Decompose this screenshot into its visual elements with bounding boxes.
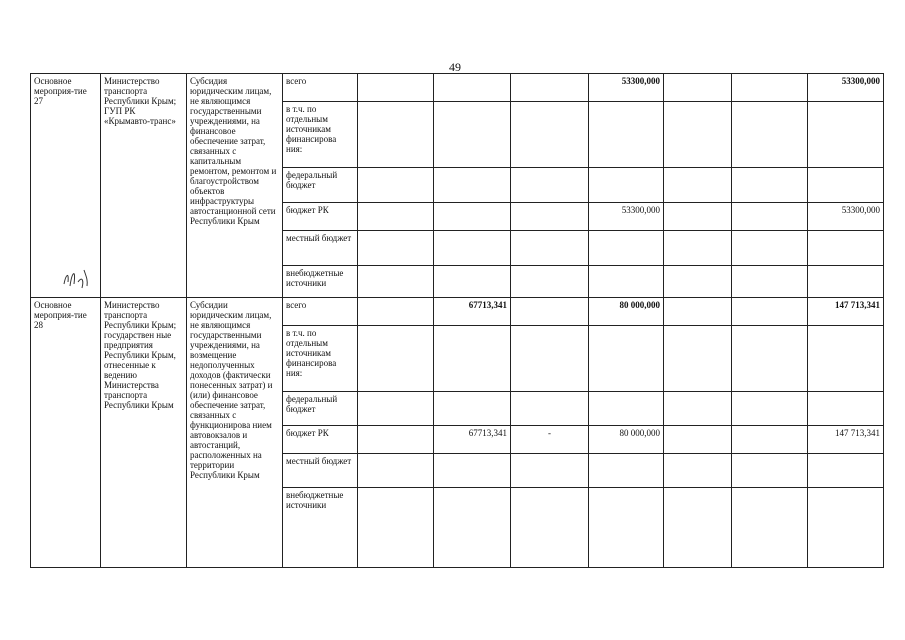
value-cell: [589, 168, 664, 203]
value-cell: [511, 326, 589, 392]
value-cell: [589, 231, 664, 266]
value-cell: [511, 168, 589, 203]
value-cell: [358, 266, 434, 298]
source-label: внебюджетные источники: [283, 266, 358, 298]
value-cell: [434, 203, 511, 231]
value-cell: 53300,000: [589, 203, 664, 231]
event-cell: Основное мероприя-тие 27: [31, 74, 101, 298]
source-label: всего: [283, 74, 358, 102]
value-cell: [589, 266, 664, 298]
value-cell: [511, 392, 589, 426]
value-cell: [358, 168, 434, 203]
value-cell: [664, 392, 732, 426]
financing-table: [30, 73, 884, 568]
value-cell: [664, 102, 732, 168]
value-cell: [511, 488, 589, 568]
value-cell: [434, 74, 511, 102]
value-cell: [664, 326, 732, 392]
value-cell: [664, 203, 732, 231]
source-label: федеральный бюджет: [283, 392, 358, 426]
value-cell: [664, 266, 732, 298]
value-cell: 80 000,000: [589, 426, 664, 454]
description-cell: Субсидия юридическим лицам, не являющимся государственными учреждениями, на финансовое обеспечение затрат, связанных с капитальным ремонтом, ремонтом и благоустройством объектов инфраструктуры автостанционной сети Республики Крым: [187, 74, 283, 298]
value-cell: [808, 454, 884, 488]
value-cell: [589, 392, 664, 426]
value-cell: [664, 454, 732, 488]
event-cell: Основное мероприя-тие 28: [31, 298, 101, 568]
source-label: бюджет РК: [283, 426, 358, 454]
value-cell: [589, 326, 664, 392]
value-cell: [358, 392, 434, 426]
value-cell: [664, 298, 732, 326]
value-cell: [732, 102, 808, 168]
value-cell: [511, 298, 589, 326]
value-cell: [589, 454, 664, 488]
value-cell: [434, 488, 511, 568]
value-cell: [434, 392, 511, 426]
value-cell: [808, 488, 884, 568]
value-cell: [589, 488, 664, 568]
value-cell: [732, 392, 808, 426]
value-cell: 67713,341: [434, 298, 511, 326]
value-cell: [358, 326, 434, 392]
value-cell: [434, 266, 511, 298]
source-label: в т.ч. по отдельным источникам финансирова ния:: [283, 326, 358, 392]
value-cell: [358, 488, 434, 568]
value-cell: [808, 266, 884, 298]
value-cell: [358, 426, 434, 454]
value-cell: 67713,341: [434, 426, 511, 454]
value-cell: [511, 74, 589, 102]
handwritten-mark-icon: [60, 262, 92, 290]
value-cell: [732, 298, 808, 326]
value-cell: [511, 203, 589, 231]
value-cell: [434, 168, 511, 203]
value-cell: [732, 231, 808, 266]
value-cell: 53300,000: [808, 74, 884, 102]
value-cell: 147 713,341: [808, 298, 884, 326]
value-cell: [511, 266, 589, 298]
value-cell: [664, 231, 732, 266]
table-row: [31, 298, 884, 326]
source-label: местный бюджет: [283, 454, 358, 488]
value-cell: [434, 454, 511, 488]
value-cell: 147 713,341: [808, 426, 884, 454]
value-cell: [732, 488, 808, 568]
value-cell: [664, 488, 732, 568]
value-cell: [358, 74, 434, 102]
value-cell: [664, 426, 732, 454]
value-cell: [732, 203, 808, 231]
value-cell: [434, 102, 511, 168]
value-cell: [732, 454, 808, 488]
value-cell: [589, 102, 664, 168]
value-cell: [732, 426, 808, 454]
source-label: федеральный бюджет: [283, 168, 358, 203]
source-label: внебюджетные источники: [283, 488, 358, 568]
value-cell: [732, 266, 808, 298]
source-label: бюджет РК: [283, 203, 358, 231]
value-cell: [808, 326, 884, 392]
value-cell: [808, 102, 884, 168]
value-cell: [358, 231, 434, 266]
value-cell: [732, 168, 808, 203]
source-label: всего: [283, 298, 358, 326]
value-cell: [664, 168, 732, 203]
value-cell: [732, 74, 808, 102]
value-cell: [358, 203, 434, 231]
source-label: местный бюджет: [283, 231, 358, 266]
executor-cell: Министерство транспорта Республики Крым; государствен ные предприятия Республики Крым, отнесенные к ведению Министерства транспорта Республики Крым: [101, 298, 187, 568]
value-cell: [358, 298, 434, 326]
value-cell: 53300,000: [808, 203, 884, 231]
value-cell: 53300,000: [589, 74, 664, 102]
value-cell: 80 000,000: [589, 298, 664, 326]
value-cell: [808, 231, 884, 266]
value-cell: [358, 454, 434, 488]
executor-cell: Министерство транспорта Республики Крым; ГУП РК «Крымавто-транс»: [101, 74, 187, 298]
value-cell: [358, 102, 434, 168]
description-cell: Субсидии юридическим лицам, не являющимся государственными учреждениями, на возмещение недополученных доходов (фактически понесенных затрат) и (или) финансовое обеспечение затрат, связанных с функционирова нием автовокзалов и автостанций, расположенных на территории Республики Крым: [187, 298, 283, 568]
value-cell: [808, 168, 884, 203]
value-cell: [434, 231, 511, 266]
value-cell: [808, 392, 884, 426]
value-cell: [511, 102, 589, 168]
value-cell: [511, 231, 589, 266]
table-row: [31, 74, 884, 102]
value-cell: [664, 74, 732, 102]
page-number: 49: [449, 60, 461, 74]
value-cell: [511, 454, 589, 488]
source-label: в т.ч. по отдельным источникам финансирова ния:: [283, 102, 358, 168]
value-cell: -: [511, 426, 589, 454]
value-cell: [434, 326, 511, 392]
value-cell: [732, 326, 808, 392]
